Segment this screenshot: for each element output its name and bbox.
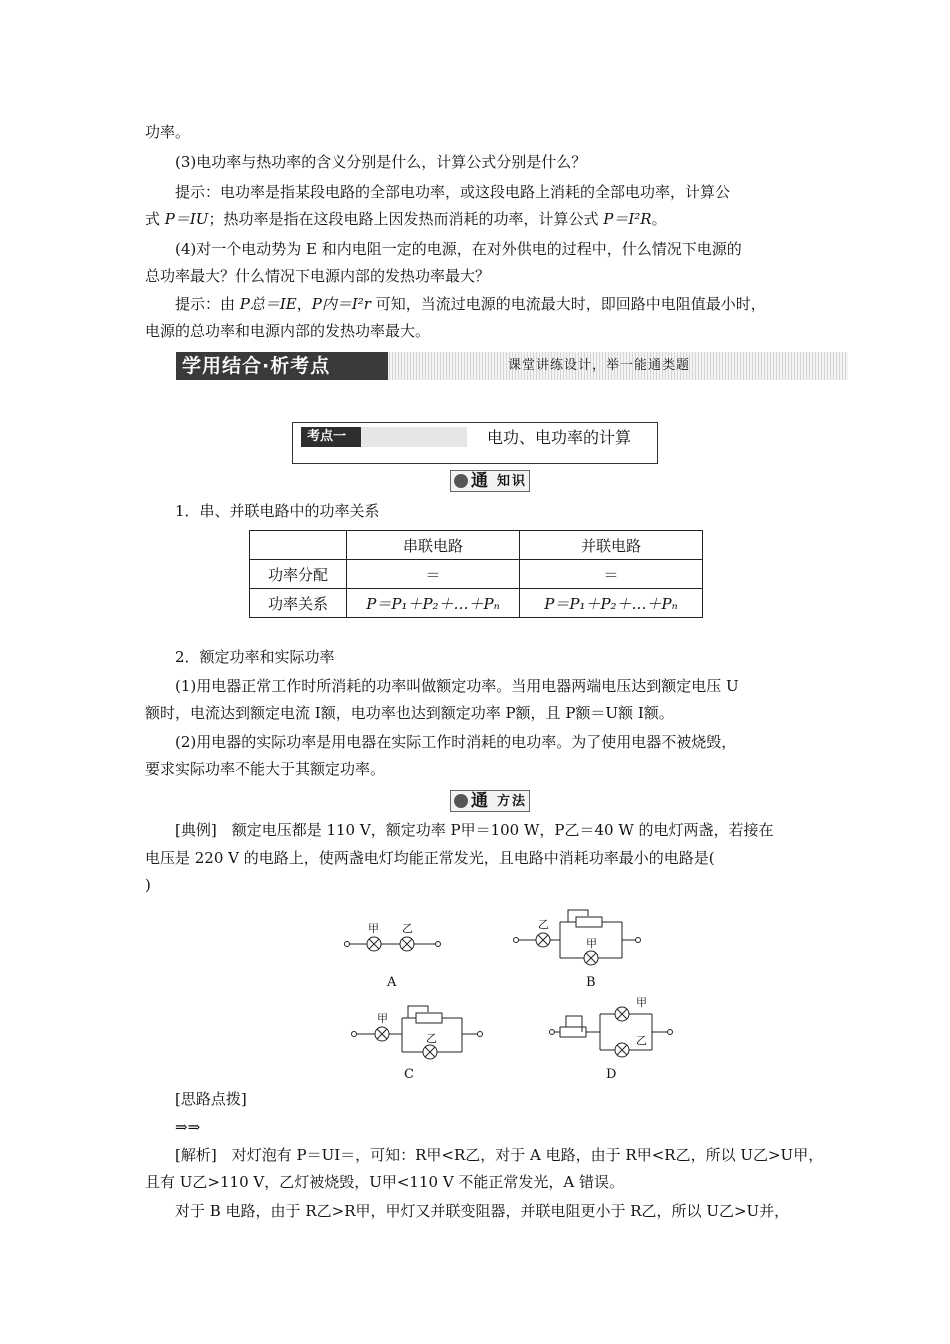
table-row	[250, 589, 703, 618]
circuit-a	[345, 922, 441, 990]
section-2-p2-b: 要求实际功率不能大于其额定功率。	[145, 760, 386, 778]
lamp-label: 乙	[402, 922, 413, 935]
table-cell: ＝	[347, 560, 520, 589]
lamp-icon	[615, 1043, 629, 1057]
banner-title: 学用结合·析考点	[176, 352, 388, 380]
badge-circle-icon	[454, 794, 468, 808]
lamp-label: 乙	[426, 1032, 437, 1045]
intro-line-top: 功率。	[145, 123, 191, 141]
badge-big-char: 通	[471, 471, 488, 491]
table-cell: 功率分配	[250, 560, 347, 589]
lamp-icon	[615, 1007, 629, 1021]
lamp-label: 甲	[377, 1012, 388, 1025]
circuit-c	[352, 1006, 483, 1082]
lamp-label: 甲	[368, 922, 379, 935]
circuit-d	[550, 996, 673, 1082]
section-2-title: 2．额定功率和实际功率	[175, 648, 335, 666]
topic-box	[292, 422, 658, 464]
lamp-label: 乙	[636, 1034, 647, 1047]
badge-circle-icon	[454, 474, 468, 488]
hint-3-line-a: 提示：电功率是指某段电路的全部电功率，或这段电路上消耗的全部电功率，计算公	[175, 183, 731, 201]
question-4-line-b: 总功率最大？什么情况下电源内部的发热功率最大？	[145, 267, 491, 285]
hint-arrows: ⇒⇒	[175, 1118, 201, 1136]
circuit-b	[514, 910, 641, 990]
hint-4-line-b: 电源的总功率和电源内部的发热功率最大。	[145, 322, 431, 340]
lamp-icon	[367, 937, 381, 951]
topic-tag: 考点一	[301, 427, 361, 447]
topic-tag-shade	[361, 427, 467, 447]
hint-title: [思路点拨]	[175, 1090, 247, 1108]
table-cell: P＝P₁＋P₂＋…＋Pₙ	[347, 589, 520, 618]
knowledge-badge	[450, 470, 530, 492]
topic-title: 电功、电功率的计算	[487, 428, 632, 447]
analysis-line-2: 且有 U乙>110 V，乙灯被烧毁，U甲<110 V 不能正常发光，A 错误。	[145, 1173, 625, 1191]
lamp-icon	[375, 1027, 389, 1041]
lamp-label: 甲	[586, 937, 597, 950]
lamp-label: 甲	[636, 996, 647, 1009]
lamp-icon	[536, 933, 550, 947]
badge-big-char: 通	[471, 791, 488, 811]
example-line-3: )	[145, 876, 151, 894]
section-2-p1-a: (1)用电器正常工作时所消耗的功率叫做额定功率。当用电器两端电压达到额定电压 U	[175, 677, 739, 695]
analysis-line-1: [解析] 对灯泡有 P＝UI＝，可知：R甲<R乙，对于 A 电路，由于 R甲<R乙，所以 U乙>U甲，	[175, 1146, 824, 1164]
lamp-icon	[423, 1045, 437, 1059]
badge-label: 知识	[497, 474, 528, 489]
example-line-2: 电压是 220 V 的电路上，使两盏电灯均能正常发光，且电路中消耗功率最小的电路是(	[145, 849, 715, 867]
lamp-icon	[584, 951, 598, 965]
method-badge	[450, 790, 530, 812]
badge-label: 方法	[497, 794, 528, 809]
section-2-p2-a: (2)用电器的实际功率是用电器在实际工作时消耗的电功率。为了使用电器不被烧毁，	[175, 733, 737, 751]
table-cell: P＝P₁＋P₂＋…＋Pₙ	[520, 589, 703, 618]
circuit-diagrams	[330, 900, 690, 1090]
example-line-1: [典例] 额定电压都是 110 V，额定功率 P甲＝100 W，P乙＝40 W 的电灯两盏，若接在	[175, 821, 774, 839]
hint-3-line-b: 式 P＝IU；热功率是指在这段电路上因发热而消耗的功率，计算公式 P＝I²R。	[145, 210, 667, 228]
banner-subtitle: 课堂讲练设计，举一能通类题	[508, 358, 691, 373]
section-banner	[176, 352, 848, 380]
circuit-label: D	[606, 1067, 617, 1082]
table-header-row	[250, 531, 703, 560]
table-header-parallel: 并联电路	[520, 531, 703, 560]
question-4-line-a: (4)对一个电动势为 E 和内电阻一定的电源，在对外供电的过程中，什么情况下电源的	[175, 240, 742, 258]
lamp-label: 乙	[538, 918, 549, 931]
lamp-icon	[400, 937, 414, 951]
table-cell: 功率关系	[250, 589, 347, 618]
table-header-series: 串联电路	[347, 531, 520, 560]
section-2-p1-b: 额时，电流达到额定电流 I额，电功率也达到额定功率 P额，且 P额＝U额 I额。	[145, 704, 674, 722]
analysis-line-3: 对于 B 电路，由于 R乙>R甲，甲灯又并联变阻器，并联电阻更小于 R乙，所以 U乙>U并，	[175, 1202, 790, 1220]
question-3: (3)电功率与热功率的含义分别是什么，计算公式分别是什么？	[175, 153, 587, 171]
power-relation-table	[249, 530, 703, 618]
table-cell	[250, 531, 347, 560]
section-1-title: 1．串、并联电路中的功率关系	[175, 502, 380, 520]
hint-4-line-a: 提示：由 P总＝IE，P内＝I²r 可知，当流过电源的电流最大时，即回路中电阻值最小时，	[175, 295, 766, 313]
circuit-label: A	[387, 975, 397, 990]
table-row	[250, 560, 703, 589]
table-cell: ＝	[520, 560, 703, 589]
circuit-label: C	[404, 1067, 414, 1082]
circuit-label: B	[586, 975, 596, 990]
